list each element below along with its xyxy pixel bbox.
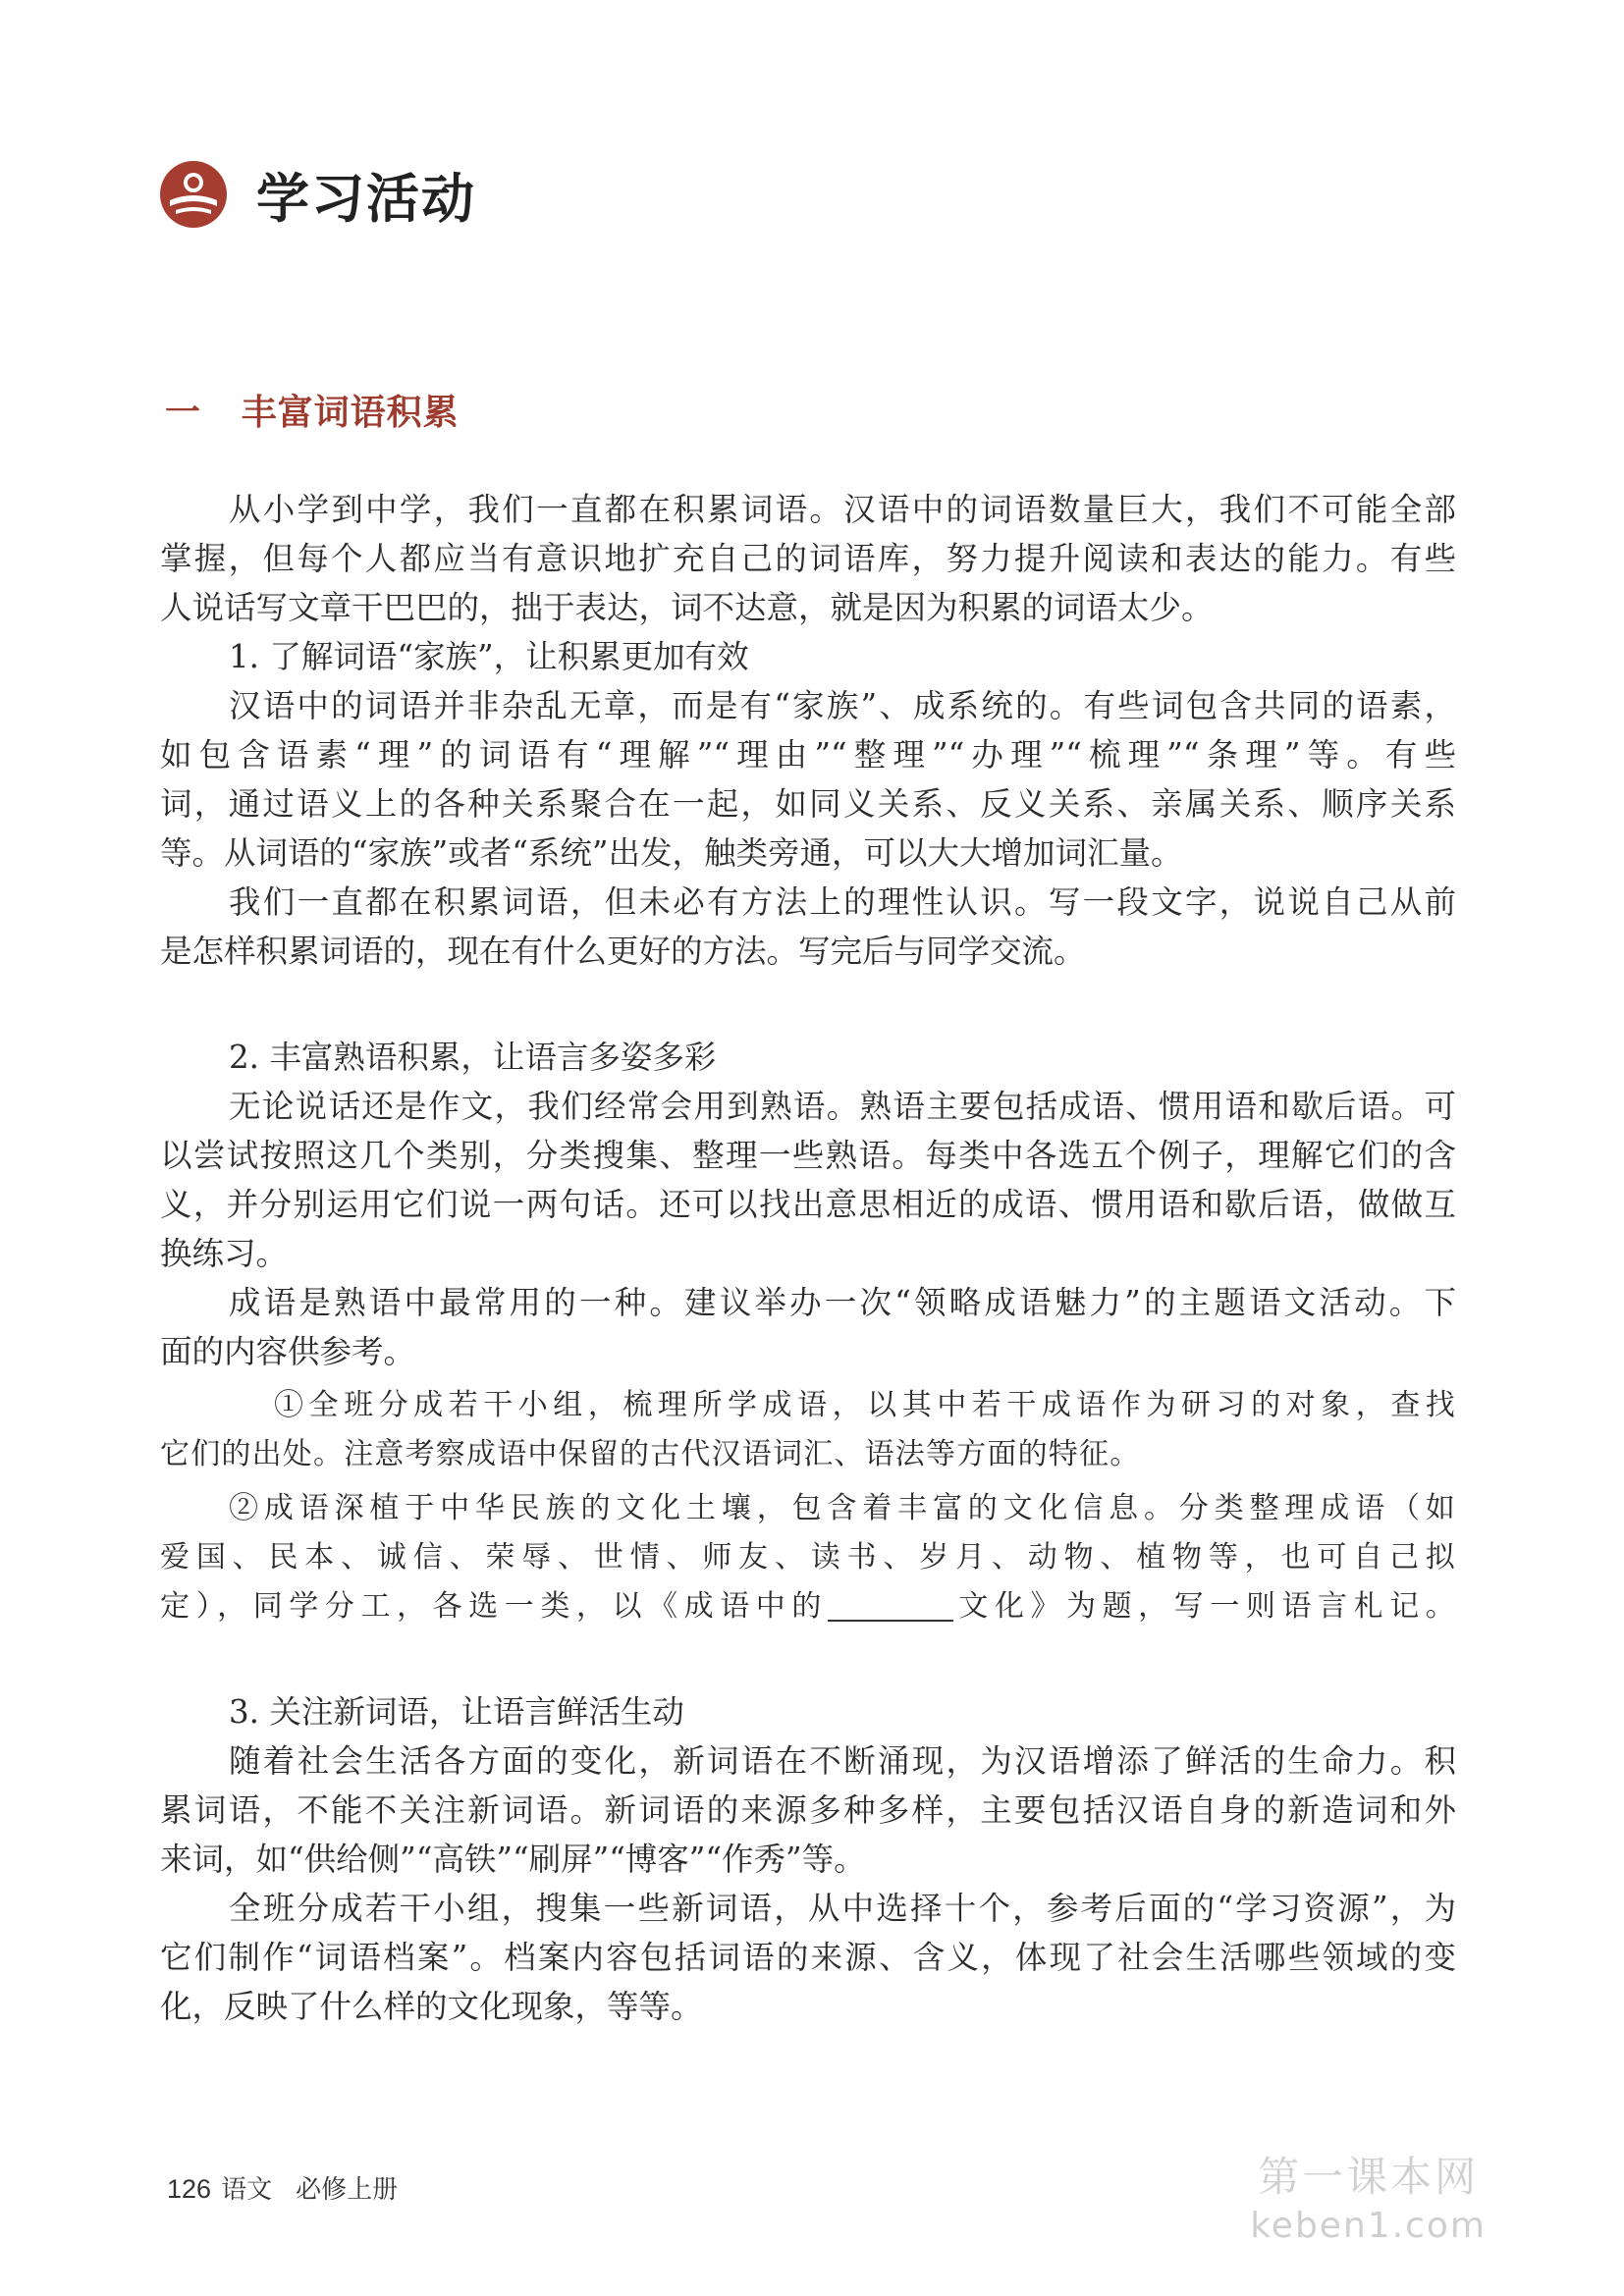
text-segment: 定），同学分工，各选一类，以《成语中的 — [160, 1589, 828, 1624]
text-line: 面的内容供参考。 — [160, 1333, 416, 1370]
page-title: 学习活动 — [256, 166, 476, 230]
item-2-heading: 2. 丰富熟语积累，让语言多姿多彩 — [229, 1039, 717, 1076]
text-line: 掌握，但每个人都应当有意识地扩充自己的词语库，努力提升阅读和表达的能力。有些 — [160, 540, 1456, 577]
text-segment: 文化》为题，写一则语言札记。 — [952, 1589, 1456, 1624]
watermark-text: 第一课本网 — [1258, 2153, 1480, 2201]
book-subject: 语文 — [221, 2175, 273, 2205]
text-line: 它们的出处。注意考察成语中保留的古代汉语词汇、语法等方面的特征。 — [160, 1437, 1141, 1471]
text-line: 爱国、民本、诚信、荣辱、世情、师友、读书、岁月、动物、植物等，也可自己拟 — [160, 1540, 1456, 1575]
intro-paragraph — [160, 485, 1456, 632]
reader-person-icon — [160, 161, 227, 228]
text-line: 全班分成若干小组，搜集一些新词语，从中选择十个，参考后面的“学习资源”，为 — [229, 1890, 1456, 1927]
item-2-paragraph-2 — [160, 1278, 1456, 1376]
book-volume: 必修上册 — [296, 2175, 399, 2205]
text-line: 等。从词语的“家族”或者“系统”出发，触类旁通，可以大大增加词汇量。 — [160, 834, 1183, 872]
activity-suggestion-2 — [160, 1484, 1456, 1631]
page-footer — [167, 2169, 398, 2206]
text-line: 随着社会生活各方面的变化，新词语在不断涌现，为汉语增添了鲜活的生命力。积 — [229, 1742, 1456, 1780]
text-line: ①全班分成若干小组，梳理所学成语，以其中若干成语作为研习的对象，查找 — [274, 1388, 1456, 1422]
text-line: 词，通过语义上的各种关系聚合在一起，如同义关系、反义关系、亲属关系、顺序关系 — [160, 785, 1456, 823]
watermark-url: keben1.com — [1250, 2206, 1487, 2246]
text-line: 无论说话还是作文，我们经常会用到熟语。熟语主要包括成语、惯用语和歇后语。可 — [229, 1088, 1456, 1125]
watermark — [1250, 2145, 1487, 2246]
text-line: 我们一直都在积累词语，但未必有方法上的理性认识。写一段文字，说说自己从前 — [229, 883, 1456, 921]
item-1-heading: 1. 了解词语“家族”，让积累更加有效 — [229, 638, 749, 675]
text-line: 成语是熟语中最常用的一种。建议举办一次“领略成语魅力”的主题语文活动。下 — [229, 1284, 1456, 1321]
text-line: 汉语中的词语并非杂乱无章，而是有“家族”、成系统的。有些词包含共同的语素， — [229, 687, 1456, 724]
text-line: 它们制作“词语档案”。档案内容包括词语的来源、含义，体现了社会生活哪些领域的变 — [160, 1939, 1456, 1976]
item-3-paragraph-2 — [160, 1884, 1456, 2031]
article-body — [160, 485, 1456, 2031]
page-number: 126 — [167, 2174, 212, 2204]
text-line: 来词，如“供给侧”“高铁”“刷屏”“博客”“作秀”等。 — [160, 1841, 866, 1878]
text-line: 累词语，不能不关注新词语。新词语的来源多种多样，主要包括汉语自身的新造词和外 — [160, 1791, 1456, 1829]
section-heading: 丰富词语积累 — [241, 392, 460, 433]
text-line: 义，并分别运用它们说一两句话。还可以找出意思相近的成语、惯用语和歇后语，做做互 — [160, 1186, 1456, 1223]
text-line: 人说话写文章干巴巴的，拙于表达，词不达意，就是因为积累的词语太少。 — [160, 589, 1214, 626]
text-line: 以尝试按照这几个类别，分类搜集、整理一些熟语。每类中各选五个例子，理解它们的含 — [160, 1137, 1456, 1174]
item-1-paragraph-2 — [160, 878, 1456, 976]
section-title — [165, 385, 460, 435]
text-line: ②成语深植于中华民族的文化土壤，包含着丰富的文化信息。分类整理成语（如 — [229, 1491, 1456, 1525]
item-3-heading: 3. 关注新词语，让语言鲜活生动 — [229, 1693, 684, 1731]
activity-suggestion-1 — [160, 1381, 1456, 1479]
text-line: 化，反映了什么样的文化现象，等等。 — [160, 1988, 703, 2025]
text-line: 换练习。 — [160, 1235, 289, 1272]
item-3-paragraph-1 — [160, 1736, 1456, 1884]
item-2-paragraph-1 — [160, 1082, 1456, 1278]
text-line-with-blank — [160, 1582, 1456, 1631]
fill-in-blank — [828, 1590, 953, 1622]
text-line: 如包含语素“理”的词语有“理解”“理由”“整理”“办理”“梳理”“条理”等。有些 — [160, 736, 1456, 774]
section-number: 一 — [165, 392, 202, 433]
page-header — [160, 160, 476, 229]
text-line: 从小学到中学，我们一直都在积累词语。汉语中的词语数量巨大，我们不可能全部 — [229, 491, 1456, 528]
text-line: 是怎样积累词语的，现在有什么更好的方法。写完后与同学交流。 — [160, 933, 1086, 970]
item-1-paragraph-1 — [160, 681, 1456, 878]
